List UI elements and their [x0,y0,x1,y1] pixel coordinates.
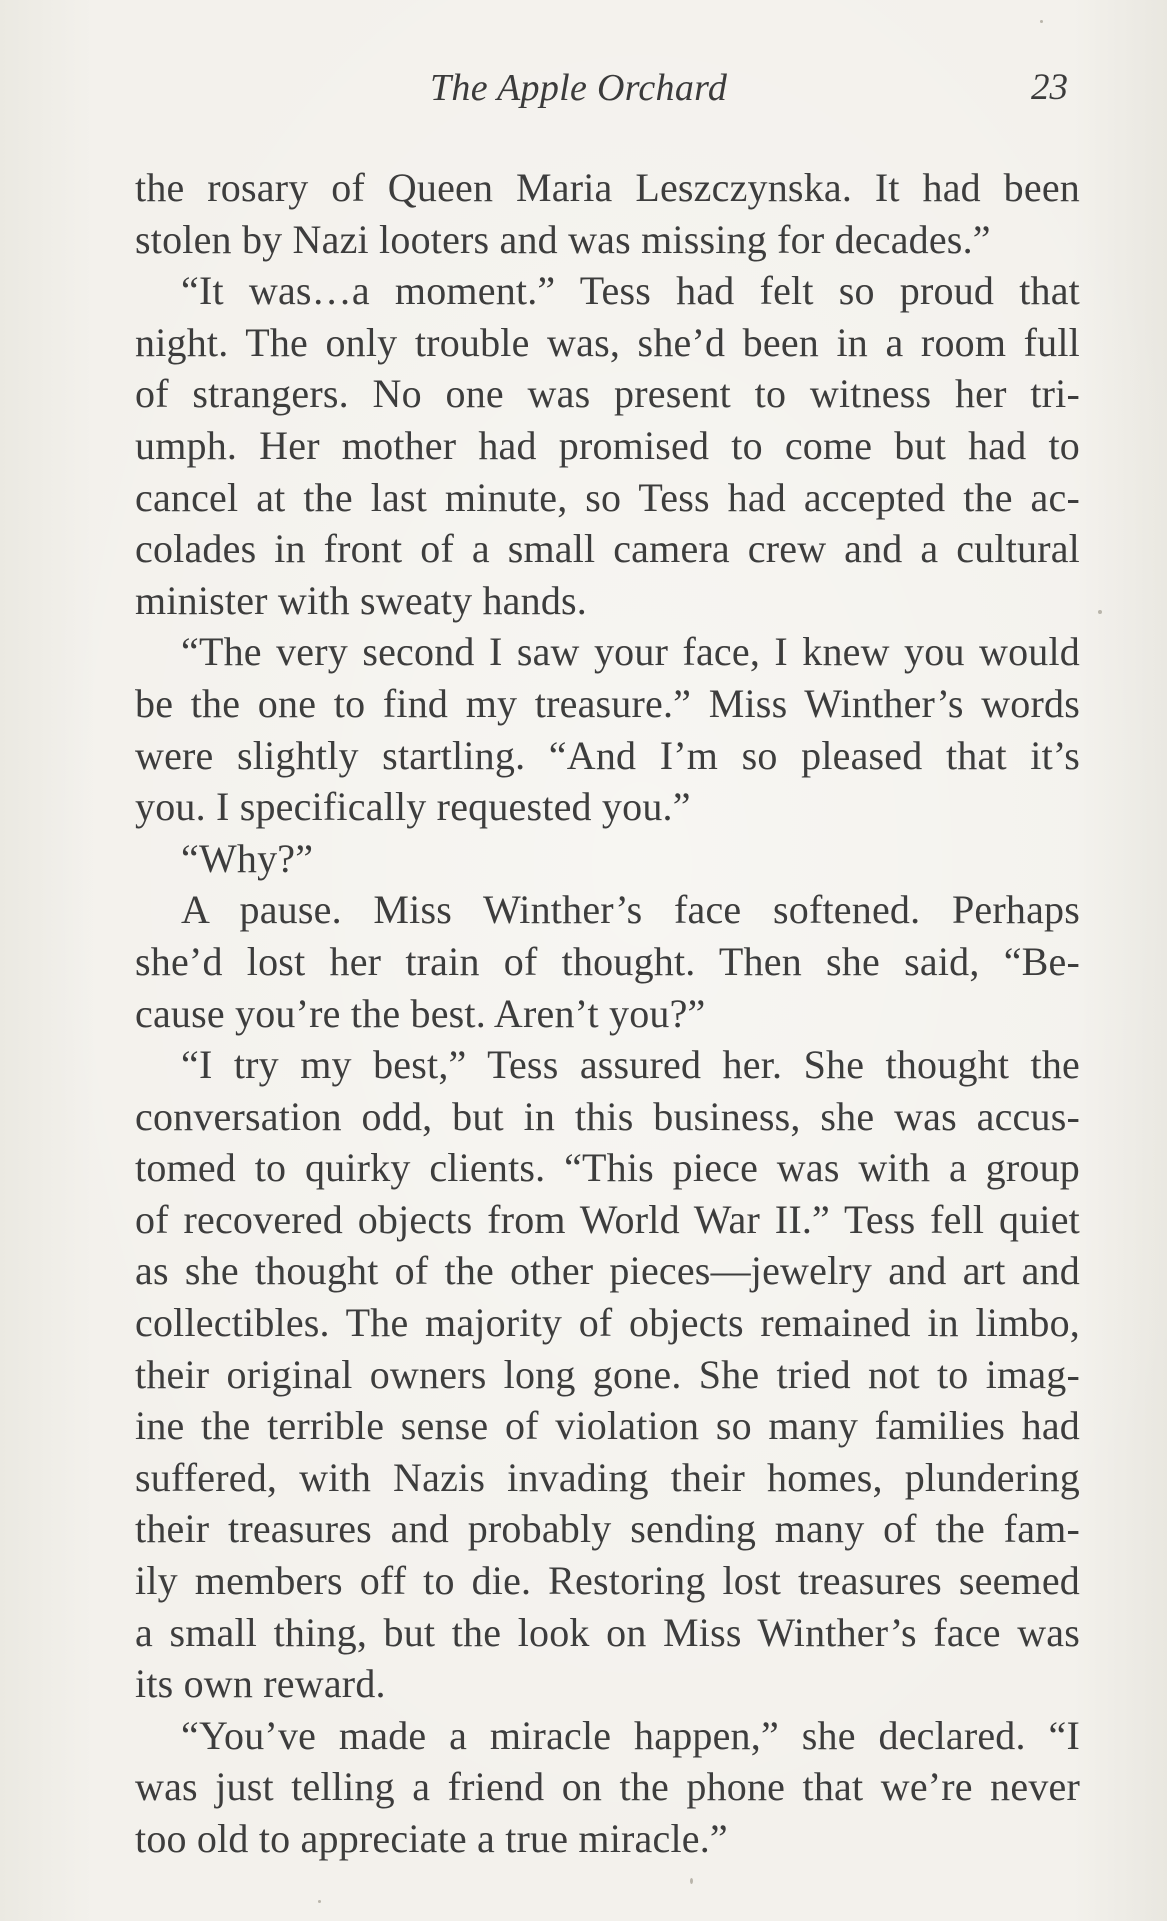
text-line: cause you’re the best. Aren’t you?” [135,990,706,1036]
text-line: tomed to quirky clients. “This piece was with a group [135,1145,1080,1191]
text-line: its own reward. [135,1661,386,1707]
running-header [0,66,1167,116]
text-line: “It was…a moment.” Tess had felt so proud that [181,268,1080,314]
text-line: she’d lost her train of thought. Then she said, “Be- [135,938,1080,984]
page-number: 23 [1031,67,1068,108]
text-line: a small thing, but the look on Miss Winther’s face was [135,1609,1080,1655]
text-line: of strangers. No one was present to witness her tri- [135,371,1080,417]
text-line: were slightly startling. “And I’m so pleased that it’s [135,732,1080,778]
text-line: stolen by Nazi looters and was missing for decades.” [135,216,991,262]
paper-speck [690,1878,693,1884]
body-text [135,162,1080,1865]
text-line: night. The only trouble was, she’d been in a room full [135,319,1080,365]
text-line: too old to appreciate a true miracle.” [135,1816,728,1861]
text-line: A pause. Miss Winther’s face softened. Perhaps [181,887,1080,933]
text-line: be the one to find my treasure.” Miss Winther’s words [135,680,1080,726]
text-line: “You’ve made a miracle happen,” she declared. “I [181,1712,1080,1758]
text-line: the rosary of Queen Maria Leszczynska. It had been [135,165,1080,210]
text-line: as she thought of the other pieces—jewelry and art and [135,1248,1080,1294]
text-line: ily members off to die. Restoring lost treasures seemed [135,1558,1080,1604]
text-line: umph. Her mother had promised to come but had to [135,422,1080,468]
text-line: colades in front of a small camera crew and a cultural [135,526,1080,572]
paper-speck [1040,20,1043,23]
text-line: you. I specifically requested you.” [135,784,691,830]
text-line: “I try my best,” Tess assured her. She thought the [181,1042,1080,1088]
text-line: collectibles. The majority of objects remained in limbo, [135,1300,1080,1346]
text-line: “Why?” [181,835,314,881]
text-line: of recovered objects from World War II.” Tess fell quiet [135,1196,1080,1242]
paper-speck [1098,610,1102,614]
text-line: “The very second I saw your face, I knew you would [181,629,1080,675]
text-line: ine the terrible sense of violation so many families had [135,1403,1080,1449]
text-line: their treasures and probably sending many of the fam- [135,1506,1080,1552]
text-line: was just telling a friend on the phone that we’re never [135,1764,1080,1810]
text-line: conversation odd, but in this business, she was accus- [135,1093,1080,1139]
text-line: cancel at the last minute, so Tess had accepted the ac- [135,474,1080,520]
text-line: minister with sweaty hands. [135,577,588,623]
running-title: The Apple Orchard [430,67,728,109]
text-line: suffered, with Nazis invading their homes, plundering [135,1454,1080,1500]
paper-speck [318,1900,321,1903]
text-line: their original owners long gone. She tried not to imag- [135,1351,1080,1397]
